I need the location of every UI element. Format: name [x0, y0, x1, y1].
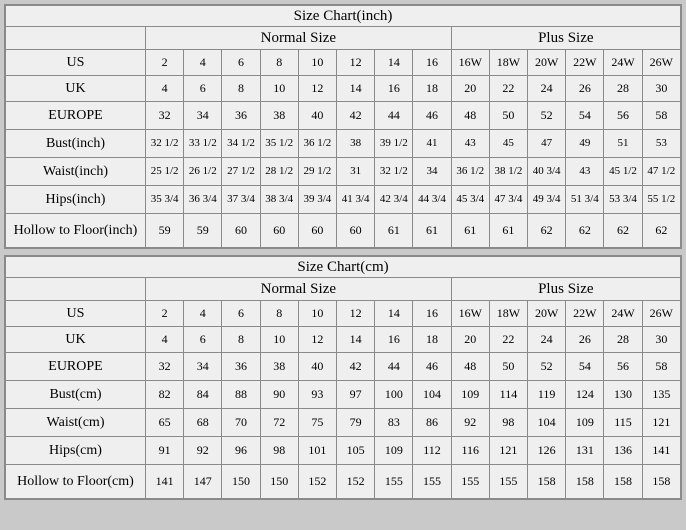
- cell: 10: [298, 301, 336, 327]
- cell: 40 3/4: [528, 158, 566, 186]
- row-label: Waist(cm): [6, 409, 146, 437]
- cell: 6: [184, 327, 222, 353]
- cell: 150: [222, 465, 260, 499]
- size-chart-inch: [4, 4, 682, 249]
- cell: 24: [528, 327, 566, 353]
- cell: 26: [566, 76, 604, 102]
- cell: 16: [375, 327, 413, 353]
- cell: 4: [184, 301, 222, 327]
- cell: 43: [451, 130, 489, 158]
- cell: 41: [413, 130, 451, 158]
- cell: 58: [642, 102, 680, 130]
- cell: 158: [528, 465, 566, 499]
- group-normal-size: Normal Size: [146, 27, 452, 50]
- cell: 53 3/4: [604, 186, 642, 214]
- table-row: [6, 327, 681, 353]
- chart-title-row: [6, 257, 681, 278]
- cell: 36 3/4: [184, 186, 222, 214]
- cell: 62: [604, 214, 642, 248]
- cell: 38: [337, 130, 375, 158]
- chart-group-row: [6, 27, 681, 50]
- size-chart-cm-table: [5, 256, 681, 499]
- cell: 158: [642, 465, 680, 499]
- cell: 65: [146, 409, 184, 437]
- cell: 34 1/2: [222, 130, 260, 158]
- cell: 51: [604, 130, 642, 158]
- cell: 105: [337, 437, 375, 465]
- cell: 60: [298, 214, 336, 248]
- cell: 20: [451, 327, 489, 353]
- cell: 22W: [566, 301, 604, 327]
- cell: 39 3/4: [298, 186, 336, 214]
- cell: 22: [489, 76, 527, 102]
- cell: 22W: [566, 50, 604, 76]
- cell: 86: [413, 409, 451, 437]
- cell: 90: [260, 381, 298, 409]
- cell: 28: [604, 76, 642, 102]
- cell: 16: [413, 50, 451, 76]
- row-label: Hollow to Floor(inch): [6, 214, 146, 248]
- cell: 29 1/2: [298, 158, 336, 186]
- cell: 32: [146, 102, 184, 130]
- row-label: Hips(inch): [6, 186, 146, 214]
- cell: 152: [298, 465, 336, 499]
- cell: 28: [604, 327, 642, 353]
- cell: 44 3/4: [413, 186, 451, 214]
- cell: 39 1/2: [375, 130, 413, 158]
- cell: 20W: [528, 50, 566, 76]
- cell: 14: [337, 327, 375, 353]
- cell: 56: [604, 102, 642, 130]
- table-row: [6, 465, 681, 499]
- row-label: Bust(cm): [6, 381, 146, 409]
- cell: 16: [413, 301, 451, 327]
- cell: 10: [260, 327, 298, 353]
- cell: 104: [528, 409, 566, 437]
- cell: 158: [566, 465, 604, 499]
- table-row: [6, 353, 681, 381]
- cell: 96: [222, 437, 260, 465]
- cell: 131: [566, 437, 604, 465]
- cell: 61: [375, 214, 413, 248]
- group-plus-size: Plus Size: [451, 278, 680, 301]
- cell: 24: [528, 76, 566, 102]
- cell: 59: [184, 214, 222, 248]
- cell: 75: [298, 409, 336, 437]
- cell: 155: [375, 465, 413, 499]
- cell: 12: [298, 327, 336, 353]
- row-label: Hips(cm): [6, 437, 146, 465]
- cell: 124: [566, 381, 604, 409]
- cell: 119: [528, 381, 566, 409]
- chart-title: Size Chart(inch): [6, 6, 681, 27]
- group-corner-cell: [6, 278, 146, 301]
- cell: 98: [489, 409, 527, 437]
- cell: 109: [375, 437, 413, 465]
- group-normal-size: Normal Size: [146, 278, 452, 301]
- cell: 45 1/2: [604, 158, 642, 186]
- cell: 72: [260, 409, 298, 437]
- cell: 155: [451, 465, 489, 499]
- cell: 45: [489, 130, 527, 158]
- cell: 36 1/2: [298, 130, 336, 158]
- cell: 50: [489, 353, 527, 381]
- cell: 32: [146, 353, 184, 381]
- cell: 26: [566, 327, 604, 353]
- cell: 84: [184, 381, 222, 409]
- table-row: [6, 130, 681, 158]
- chart-title: Size Chart(cm): [6, 257, 681, 278]
- cell: 51 3/4: [566, 186, 604, 214]
- cell: 91: [146, 437, 184, 465]
- cell: 61: [489, 214, 527, 248]
- cell: 60: [337, 214, 375, 248]
- cell: 4: [146, 76, 184, 102]
- cell: 12: [337, 50, 375, 76]
- cell: 42 3/4: [375, 186, 413, 214]
- cell: 16: [375, 76, 413, 102]
- cell: 20W: [528, 301, 566, 327]
- cell: 26W: [642, 50, 680, 76]
- cell: 62: [528, 214, 566, 248]
- group-corner-cell: [6, 27, 146, 50]
- cell: 34: [184, 102, 222, 130]
- cell: 47 1/2: [642, 158, 680, 186]
- row-label: UK: [6, 76, 146, 102]
- cell: 121: [642, 409, 680, 437]
- cell: 26W: [642, 301, 680, 327]
- cell: 49 3/4: [528, 186, 566, 214]
- cell: 68: [184, 409, 222, 437]
- table-row: [6, 381, 681, 409]
- row-label: EUROPE: [6, 102, 146, 130]
- cell: 2: [146, 50, 184, 76]
- cell: 136: [604, 437, 642, 465]
- cell: 44: [375, 353, 413, 381]
- group-plus-size: Plus Size: [451, 27, 680, 50]
- cell: 18W: [489, 50, 527, 76]
- cell: 14: [337, 76, 375, 102]
- table-row: [6, 76, 681, 102]
- cell: 38: [260, 353, 298, 381]
- cell: 10: [298, 50, 336, 76]
- cell: 37 3/4: [222, 186, 260, 214]
- cell: 62: [566, 214, 604, 248]
- table-row: [6, 409, 681, 437]
- cell: 158: [604, 465, 642, 499]
- cell: 24W: [604, 50, 642, 76]
- cell: 130: [604, 381, 642, 409]
- cell: 62: [642, 214, 680, 248]
- row-label: US: [6, 301, 146, 327]
- cell: 61: [413, 214, 451, 248]
- cell: 52: [528, 102, 566, 130]
- cell: 35 3/4: [146, 186, 184, 214]
- cell: 52: [528, 353, 566, 381]
- table-row: [6, 301, 681, 327]
- cell: 59: [146, 214, 184, 248]
- cell: 70: [222, 409, 260, 437]
- table-row: [6, 158, 681, 186]
- cell: 18W: [489, 301, 527, 327]
- cell: 93: [298, 381, 336, 409]
- cell: 14: [375, 50, 413, 76]
- size-chart-inch-table: [5, 5, 681, 248]
- cell: 101: [298, 437, 336, 465]
- cell: 155: [413, 465, 451, 499]
- cell: 6: [222, 50, 260, 76]
- row-label: EUROPE: [6, 353, 146, 381]
- cell: 100: [375, 381, 413, 409]
- cell: 46: [413, 353, 451, 381]
- row-label: Bust(inch): [6, 130, 146, 158]
- cell: 12: [298, 76, 336, 102]
- cell: 28 1/2: [260, 158, 298, 186]
- cell: 88: [222, 381, 260, 409]
- cell: 12: [337, 301, 375, 327]
- cell: 98: [260, 437, 298, 465]
- cell: 92: [451, 409, 489, 437]
- cell: 6: [184, 76, 222, 102]
- cell: 54: [566, 102, 604, 130]
- table-row: [6, 437, 681, 465]
- cell: 8: [222, 327, 260, 353]
- cell: 8: [222, 76, 260, 102]
- table-row: [6, 186, 681, 214]
- cell: 116: [451, 437, 489, 465]
- cell: 38 3/4: [260, 186, 298, 214]
- cell: 92: [184, 437, 222, 465]
- cell: 82: [146, 381, 184, 409]
- cell: 2: [146, 301, 184, 327]
- cell: 109: [451, 381, 489, 409]
- cell: 36: [222, 353, 260, 381]
- cell: 8: [260, 50, 298, 76]
- cell: 4: [146, 327, 184, 353]
- cell: 54: [566, 353, 604, 381]
- cell: 114: [489, 381, 527, 409]
- cell: 152: [337, 465, 375, 499]
- row-label: US: [6, 50, 146, 76]
- table-row: [6, 50, 681, 76]
- cell: 40: [298, 353, 336, 381]
- cell: 16W: [451, 301, 489, 327]
- cell: 141: [146, 465, 184, 499]
- row-label: Hollow to Floor(cm): [6, 465, 146, 499]
- cell: 31: [337, 158, 375, 186]
- cell: 97: [337, 381, 375, 409]
- cell: 135: [642, 381, 680, 409]
- cell: 30: [642, 76, 680, 102]
- cell: 58: [642, 353, 680, 381]
- size-chart-cm: [4, 255, 682, 500]
- cell: 42: [337, 353, 375, 381]
- cell: 60: [222, 214, 260, 248]
- cell: 79: [337, 409, 375, 437]
- cell: 18: [413, 76, 451, 102]
- cell: 109: [566, 409, 604, 437]
- cell: 147: [184, 465, 222, 499]
- cell: 47 3/4: [489, 186, 527, 214]
- cell: 27 1/2: [222, 158, 260, 186]
- cell: 38 1/2: [489, 158, 527, 186]
- cell: 126: [528, 437, 566, 465]
- cell: 40: [298, 102, 336, 130]
- cell: 121: [489, 437, 527, 465]
- cell: 61: [451, 214, 489, 248]
- cell: 48: [451, 353, 489, 381]
- cell: 18: [413, 327, 451, 353]
- cell: 43: [566, 158, 604, 186]
- cell: 6: [222, 301, 260, 327]
- cell: 8: [260, 301, 298, 327]
- cell: 56: [604, 353, 642, 381]
- cell: 36 1/2: [451, 158, 489, 186]
- cell: 83: [375, 409, 413, 437]
- chart-group-row: [6, 278, 681, 301]
- cell: 50: [489, 102, 527, 130]
- cell: 30: [642, 327, 680, 353]
- cell: 35 1/2: [260, 130, 298, 158]
- cell: 22: [489, 327, 527, 353]
- table-row: [6, 102, 681, 130]
- cell: 53: [642, 130, 680, 158]
- cell: 47: [528, 130, 566, 158]
- cell: 141: [642, 437, 680, 465]
- cell: 104: [413, 381, 451, 409]
- cell: 45 3/4: [451, 186, 489, 214]
- cell: 38: [260, 102, 298, 130]
- cell: 32 1/2: [146, 130, 184, 158]
- cell: 41 3/4: [337, 186, 375, 214]
- cell: 48: [451, 102, 489, 130]
- cell: 112: [413, 437, 451, 465]
- cell: 26 1/2: [184, 158, 222, 186]
- cell: 34: [184, 353, 222, 381]
- cell: 25 1/2: [146, 158, 184, 186]
- cell: 4: [184, 50, 222, 76]
- cell: 60: [260, 214, 298, 248]
- cell: 20: [451, 76, 489, 102]
- cell: 46: [413, 102, 451, 130]
- cell: 14: [375, 301, 413, 327]
- cell: 16W: [451, 50, 489, 76]
- cell: 36: [222, 102, 260, 130]
- cell: 55 1/2: [642, 186, 680, 214]
- cell: 155: [489, 465, 527, 499]
- row-label: UK: [6, 327, 146, 353]
- cell: 44: [375, 102, 413, 130]
- table-row: [6, 214, 681, 248]
- cell: 150: [260, 465, 298, 499]
- cell: 42: [337, 102, 375, 130]
- cell: 115: [604, 409, 642, 437]
- chart-title-row: [6, 6, 681, 27]
- cell: 32 1/2: [375, 158, 413, 186]
- cell: 49: [566, 130, 604, 158]
- cell: 33 1/2: [184, 130, 222, 158]
- cell: 24W: [604, 301, 642, 327]
- row-label: Waist(inch): [6, 158, 146, 186]
- cell: 10: [260, 76, 298, 102]
- cell: 34: [413, 158, 451, 186]
